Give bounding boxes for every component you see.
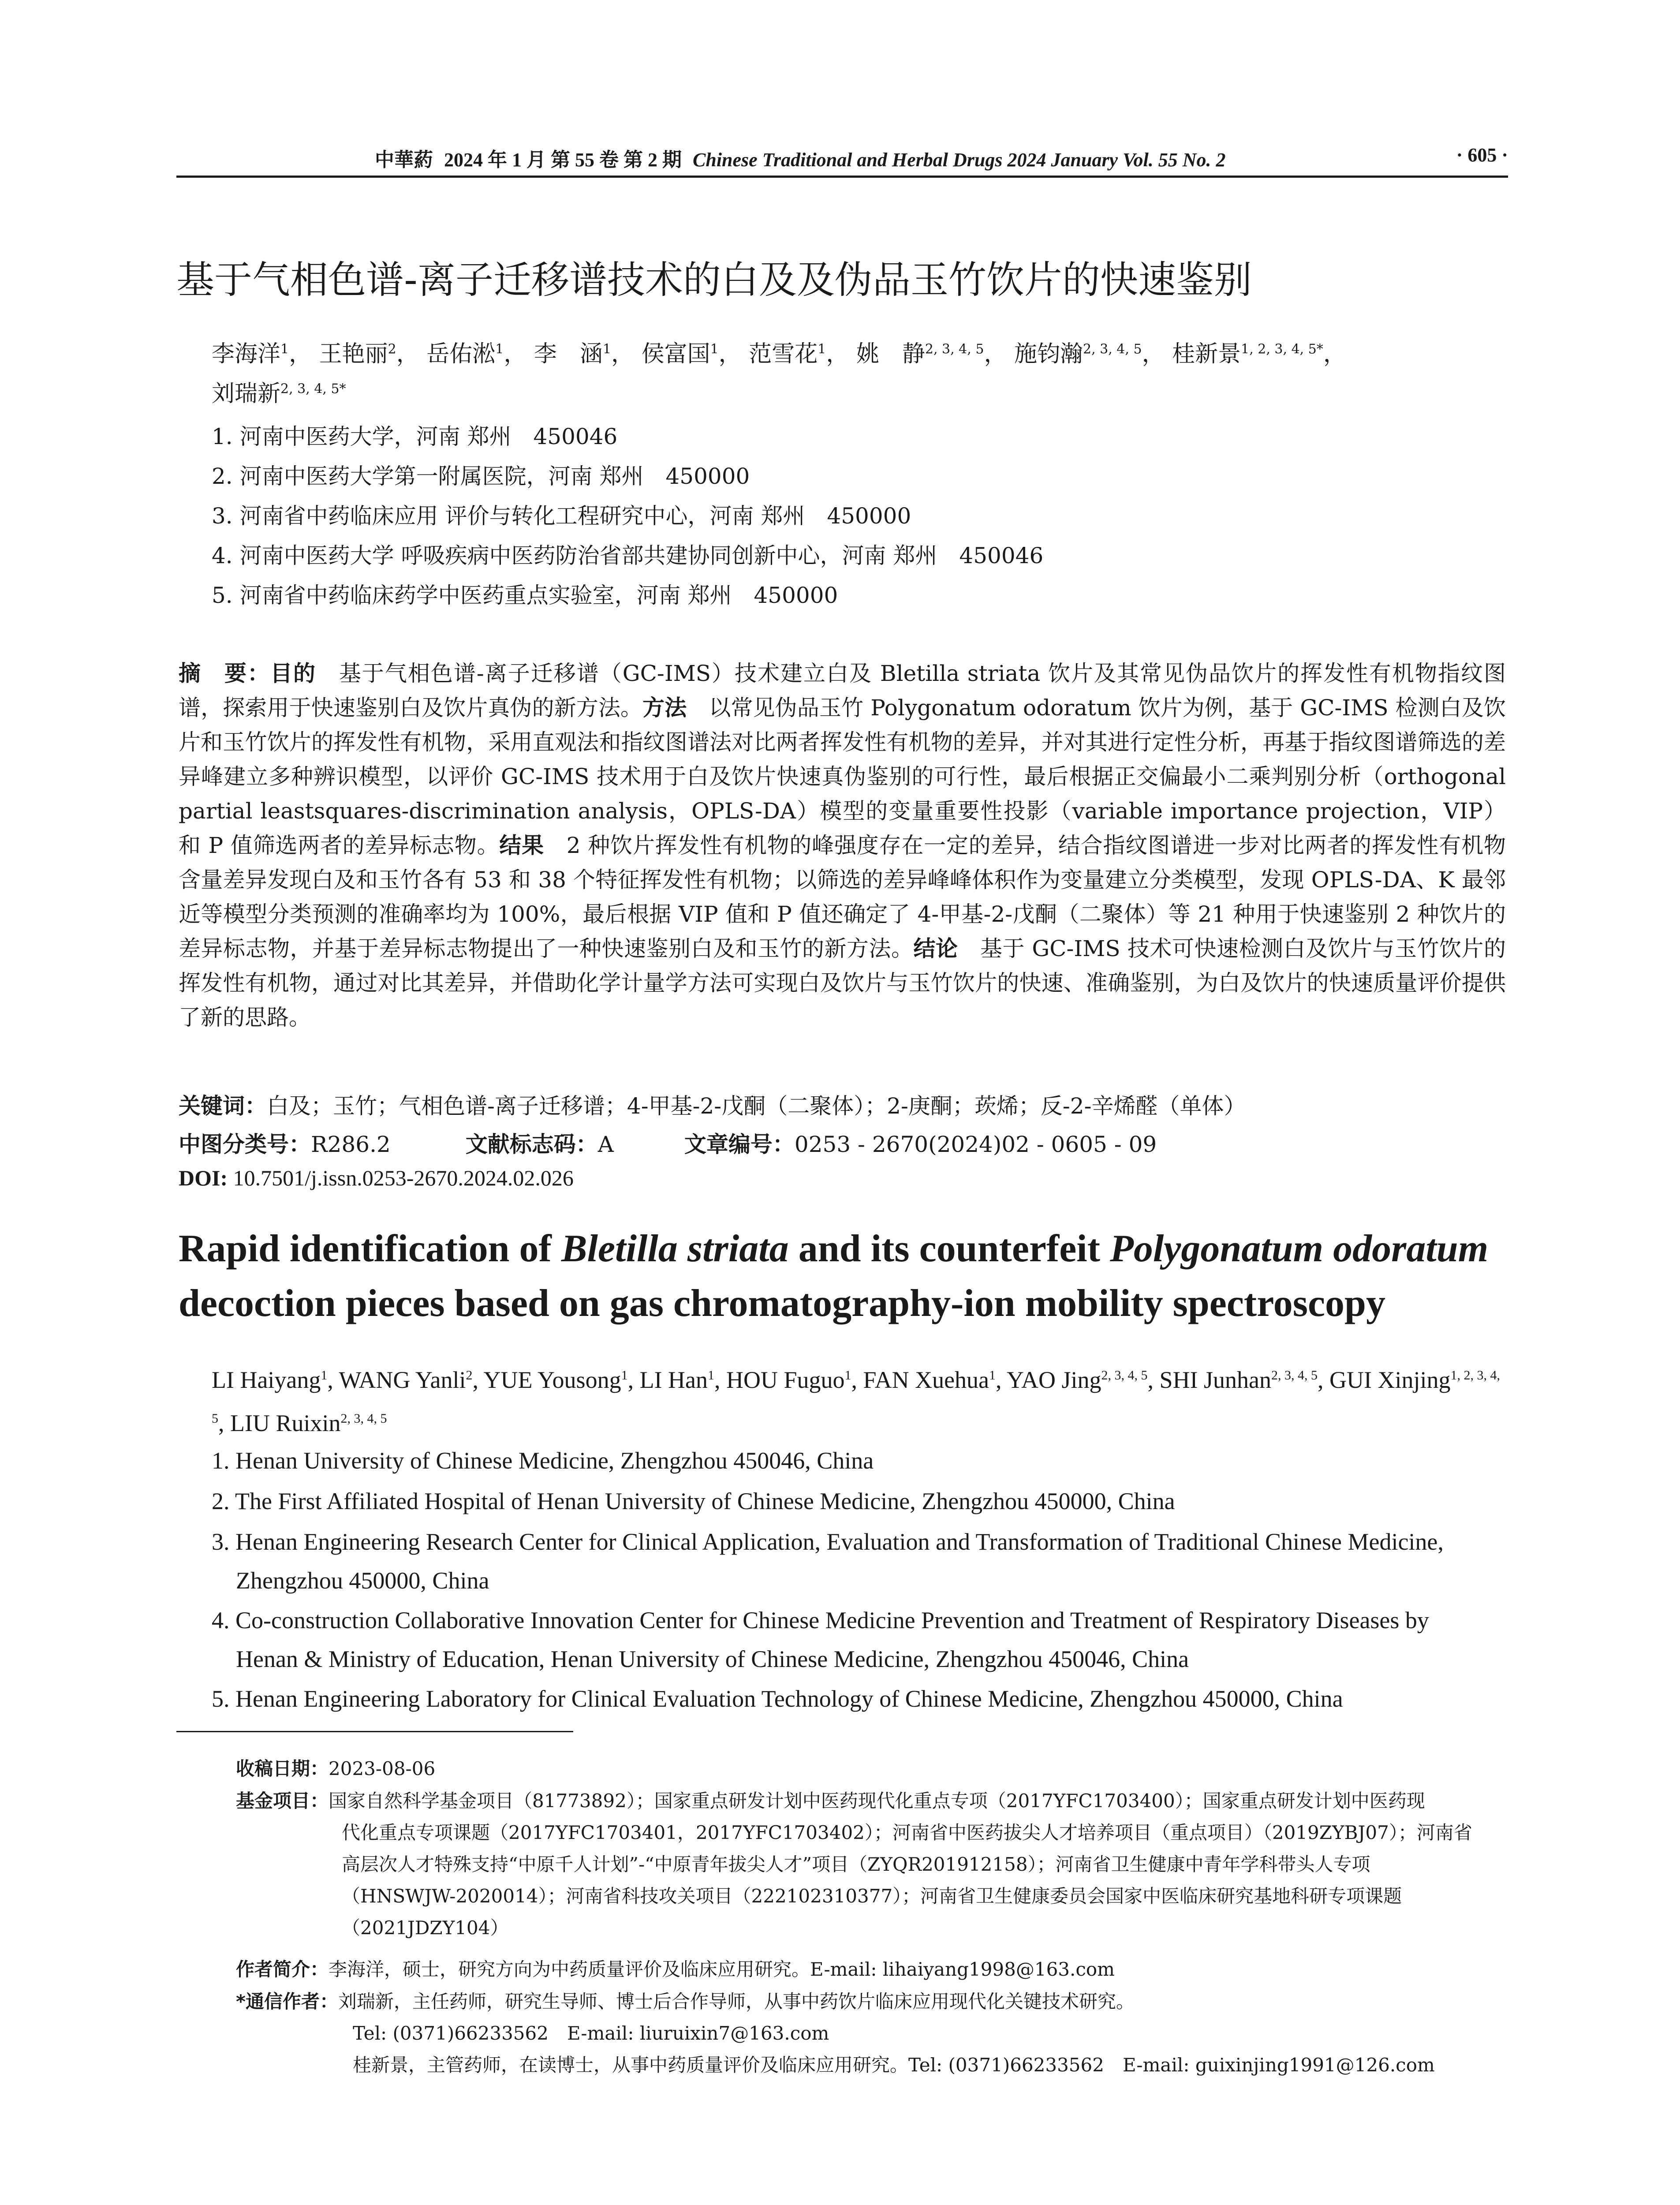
- objective-label: 目的: [270, 661, 316, 686]
- doi-link[interactable]: 10.7501/j.issn.0253-2670.2024.02.026: [228, 1166, 574, 1190]
- corresponding-text: 刘瑞新，主任药师，研究生导师、博士后合作导师，从事中药饮片临床应用现代化关键技术研究。: [338, 1991, 1135, 2012]
- author-en: GUI Xinjing: [1329, 1367, 1451, 1393]
- received-label: 收稿日期：: [236, 1758, 329, 1779]
- conclusion-text: 基于 GC-IMS 技术可快速检测白及饮片与玉竹饮片的挥发性有机物，通过对比其差异，并借助化学计量学方法可实现白及饮片与玉竹饮片的快速、准确鉴别，为白及饮片的快速质量评价提供了新的思路。: [179, 936, 1506, 1030]
- doc-code-label: 文献标志码：: [465, 1132, 598, 1157]
- affiliation-cn: 3. 河南省中药临床应用 评价与转化工程研究中心，河南 郑州 450000: [212, 503, 911, 529]
- doi-label: DOI:: [179, 1166, 228, 1190]
- author-sup: 1: [321, 1368, 328, 1383]
- article-no-value: 0253 - 2670(2024)02 - 0605 - 09: [794, 1132, 1157, 1157]
- author-sup: 1: [710, 341, 719, 357]
- doc-code-value: A: [597, 1132, 614, 1157]
- title-cn: 基于气相色谱-离子迁移谱技术的白及及伪品玉竹饮片的快速鉴别: [176, 258, 1252, 302]
- keywords-text: 白及；玉竹；气相色谱-离子迁移谱；4-甲基-2-戊酮（二聚体）；2-庚酮；莰烯；反-2-辛烯醛（单体）: [267, 1093, 1246, 1119]
- author-en: YAO Jing: [1007, 1367, 1101, 1393]
- author-en: SHI Junhan: [1159, 1367, 1272, 1393]
- method-label: 方法: [642, 695, 687, 721]
- author-cn: 姚 静: [856, 341, 925, 367]
- author-cn: 范雪花: [749, 341, 818, 367]
- author-cn: 李海洋: [212, 341, 281, 367]
- affiliation-en: [212, 1601, 1508, 1678]
- footnote-corresponding: [236, 1986, 1508, 2081]
- author-sup: 1, 2, 3, 4, 5: [212, 1368, 1501, 1426]
- affiliation-en: 2. The First Affiliated Hospital of Henan University of Chinese Medicine, Zhengzhou 450000, China: [212, 1488, 1175, 1514]
- corresponding-contact: Tel: (0371)66233562 E-mail: liuruixin7@163.com: [353, 2022, 829, 2044]
- clc-label: 中图分类号：: [179, 1132, 311, 1157]
- author-en: FAN Xuehua: [863, 1367, 989, 1393]
- author-cn: 侯富国: [641, 341, 710, 367]
- footnote-author: [236, 1954, 1508, 1985]
- affiliation-en-line: Henan & Ministry of Education, Henan University of Chinese Medicine, Zhengzhou 450046, China: [236, 1646, 1189, 1672]
- header-rule: [176, 176, 1508, 178]
- author-en: LI Han: [639, 1367, 708, 1393]
- footnote-fund: [236, 1785, 1508, 1944]
- method-text: 以常见伪品玉竹 Polygonatum odoratum 饮片为例，基于 GC-IMS 检测白及饮片和玉竹饮片的挥发性有机物，采用直观法和指纹图谱法对比两者挥发性有机物的差异，并对其进行定性分析，再基于指纹图谱筛选的差异峰建立多种辨识模型，以评价 GC-IMS 技术用于白及饮片快速真伪鉴别的可行性，最后根据正交偏最小二乘判别分析（orthogonal partial leastsquares-discrimination analysis，OPLS-DA）模型的变量重要性投影（variable importance projection，VIP）和 P 值筛选两者的差异标志物。: [179, 695, 1506, 858]
- affiliation-cn: 5. 河南省中药临床药学中医药重点实验室，河南 郑州 450000: [212, 583, 838, 608]
- authors-cn-line1: 李海洋$^1$， 王艳丽$^2$， 岳佑淞$^1$， 李 涵$^1$， 侯富国$^1$， 范雪花$^1$， 姚 静$^{2, 3, 4, 5}$， 施钧瀚$^{2, 3, 4, 5}$， 桂新景$^{1, 2, 3, 4, 5*}$，: [212, 341, 1346, 367]
- author-sup: 2, 3, 4, 5: [1101, 1368, 1148, 1383]
- author-cn: 施钧瀚: [1014, 341, 1083, 367]
- abstract-label: 摘 要：: [179, 661, 270, 686]
- affiliation-en-line: 4. Co-construction Collaborative Innovation Center for Chinese Medicine Prevention and Treatment of Respiratory Diseases by: [212, 1607, 1429, 1633]
- author-sup: 2, 3, 4, 5*: [280, 381, 346, 397]
- title-en-part: and its counterfeit: [788, 1227, 1110, 1270]
- doi: [179, 1165, 574, 1191]
- keywords-label: 关键词：: [179, 1093, 267, 1119]
- fund-text: 高层次人才特殊支持“中原千人计划”-“中原青年拔尖人才”项目（ZYQR201912158）；河南省卫生健康中青年学科带头人专项: [342, 1854, 1370, 1875]
- authors-en: LI Haiyang$^1$, WANG Yanli$^2$, YUE Yousong$^1$, LI Han$^1$, HOU Fuguo$^1$, FAN Xuehua$^1$, YAO Jing$^{2, 3, 4, 5}$, SHI Junhan$^{2, 3, 4, 5}$, GUI Xinjing$^{1, 2, 3, 4, 5}$, LIU Ruixin$^{2, 3, 4, 5}$: [212, 1367, 1501, 1436]
- author-cn: 李 涵: [534, 341, 603, 367]
- title-en-species: Polygonatum odoratum: [1110, 1227, 1489, 1270]
- journal-name-cn: 中華葯: [375, 149, 433, 171]
- affiliation-en: 1. Henan University of Chinese Medicine, Zhengzhou 450046, China: [212, 1447, 874, 1474]
- fund-label: 基金项目：: [236, 1790, 329, 1812]
- author-sup: 2, 3, 4, 5: [340, 1411, 387, 1426]
- abstract-cn: [179, 656, 1506, 1035]
- keywords: [179, 1088, 1246, 1120]
- author-en: HOU Fuguo: [726, 1367, 845, 1393]
- author-sup: 1: [989, 1368, 996, 1383]
- footnote-received: [236, 1753, 1508, 1785]
- page-number: · 605 ·: [1456, 144, 1508, 166]
- author-cn: 王艳丽: [319, 341, 388, 367]
- title-en-part: Rapid identification of: [179, 1227, 561, 1270]
- author-sup: 1: [280, 341, 289, 357]
- affiliation-en: 5. Henan Engineering Laboratory for Clinical Evaluation Technology of Chinese Medicine, Zhengzhou 450000, China: [212, 1686, 1343, 1712]
- fund-text: 代化重点专项课题（2017YFC1703401，2017YFC1703402）；河南省中医药拔尖人才培养项目（重点项目）（2019ZYBJ07）；河南省: [342, 1822, 1472, 1843]
- author-en: LIU Ruixin: [230, 1410, 341, 1436]
- author-sup: 1: [602, 341, 612, 357]
- author-cn: 岳佑淞: [426, 341, 496, 367]
- objective-text: 基于气相色谱-离子迁移谱（GC-IMS）技术建立白及 Bletilla striata 饮片及其常见伪品饮片的挥发性有机物指纹图谱，探索用于快速鉴别白及饮片真伪的新方法。: [179, 661, 1506, 721]
- result-text: 2 种饮片挥发性有机物的峰强度存在一定的差异，结合指纹图谱进一步对比两者的挥发性有机物含量差异发现白及和玉竹各有 53 和 38 个特征挥发性有机物；以筛选的差异峰峰体积作为变量建立分类模型，发现 OPLS-DA、K 最邻近等模型分类预测的准确率均为 100%，最后根据 VIP 值和 P 值还确定了 4-甲基-2-戊酮（二聚体）等 21 种用于快速鉴别 2 种饮片的差异标志物，并基于差异标志物提出了一种快速鉴别白及和玉竹的新方法。: [179, 833, 1506, 961]
- received-date: 2023-08-06: [329, 1758, 436, 1779]
- journal-name-en: Chinese Traditional and Herbal Drugs 2024 January Vol. 55 No. 2: [693, 149, 1226, 171]
- issue-cn: 2024 年 1 月 第 55 卷 第 2 期: [444, 149, 682, 171]
- author-sup: 2, 3, 4, 5: [1083, 341, 1142, 357]
- corresponding-label: *通信作者：: [236, 1991, 338, 2012]
- author-sup: 1: [844, 1368, 851, 1383]
- affiliation-cn: 4. 河南中医药大学 呼吸疾病中医药防治省部共建协同创新中心，河南 郑州 450046: [212, 543, 1044, 568]
- author-sup: 2: [388, 341, 396, 357]
- conclusion-label: 结论: [913, 936, 958, 961]
- affiliation-cn: 1. 河南中医药大学，河南 郑州 450046: [212, 424, 618, 449]
- author-sup: 1: [708, 1368, 715, 1383]
- running-header: [176, 140, 1508, 171]
- title-en-part: decoction pieces based on gas chromatography-ion mobility spectroscopy: [179, 1282, 1385, 1325]
- author-en: WANG Yanli: [339, 1367, 466, 1393]
- affiliation-en-line: Zhengzhou 450000, China: [236, 1567, 489, 1594]
- author-sup: 2, 3, 4, 5: [925, 341, 984, 357]
- author-sup: 1: [495, 341, 504, 357]
- author-sup: 1: [621, 1368, 628, 1383]
- article-no-label: 文章编号：: [684, 1132, 795, 1157]
- fund-text: 国家自然科学基金项目（81773892）；国家重点研发计划中医药现代化重点专项（2017YFC1703400）；国家重点研发计划中医药现: [329, 1790, 1425, 1812]
- author-cn: 桂新景: [1172, 341, 1241, 367]
- affiliation-cn: 2. 河南中医药大学第一附属医院，河南 郑州 450000: [212, 463, 750, 489]
- fund-text: （HNSWJW-2020014）；河南省科技攻关项目（222102310377）；河南省卫生健康委员会国家中医临床研究基地科研专项课题: [342, 1885, 1402, 1907]
- title-en: [179, 1222, 1510, 1331]
- author-sup: 1: [818, 341, 826, 357]
- classification: [179, 1127, 1157, 1159]
- author-bio-text: 李海洋，硕士，研究方向为中药质量评价及临床应用研究。E-mail: lihaiyang1998@163.com: [329, 1958, 1115, 1980]
- author-cn: 刘瑞新: [212, 381, 281, 407]
- footnote-rule: [176, 1731, 573, 1732]
- affiliation-en: [212, 1522, 1508, 1600]
- author-en: YUE Yousong: [483, 1367, 621, 1393]
- result-label: 结果: [499, 833, 544, 858]
- fund-text: （2021JDZY104）: [342, 1917, 509, 1939]
- author-bio-label: 作者简介：: [236, 1958, 329, 1980]
- author-sup: 1, 2, 3, 4, 5*: [1241, 341, 1323, 357]
- author-sup: 2: [466, 1368, 473, 1383]
- author-sup: 2, 3, 4, 5: [1271, 1368, 1318, 1383]
- affiliation-en-line: 3. Henan Engineering Research Center for Clinical Application, Evaluation and Transformation of Traditional Chinese Medicine,: [212, 1529, 1444, 1555]
- title-en-species: Bletilla striata: [561, 1227, 789, 1270]
- corresponding-text: 桂新景，主管药师，在读博士，从事中药质量评价及临床应用研究。Tel: (0371)66233562 E-mail: guixinjing1991@126.com: [353, 2054, 1435, 2076]
- clc-value: R286.2: [311, 1132, 391, 1157]
- authors-cn-line2: [212, 375, 346, 408]
- author-en: LI Haiyang: [212, 1367, 321, 1393]
